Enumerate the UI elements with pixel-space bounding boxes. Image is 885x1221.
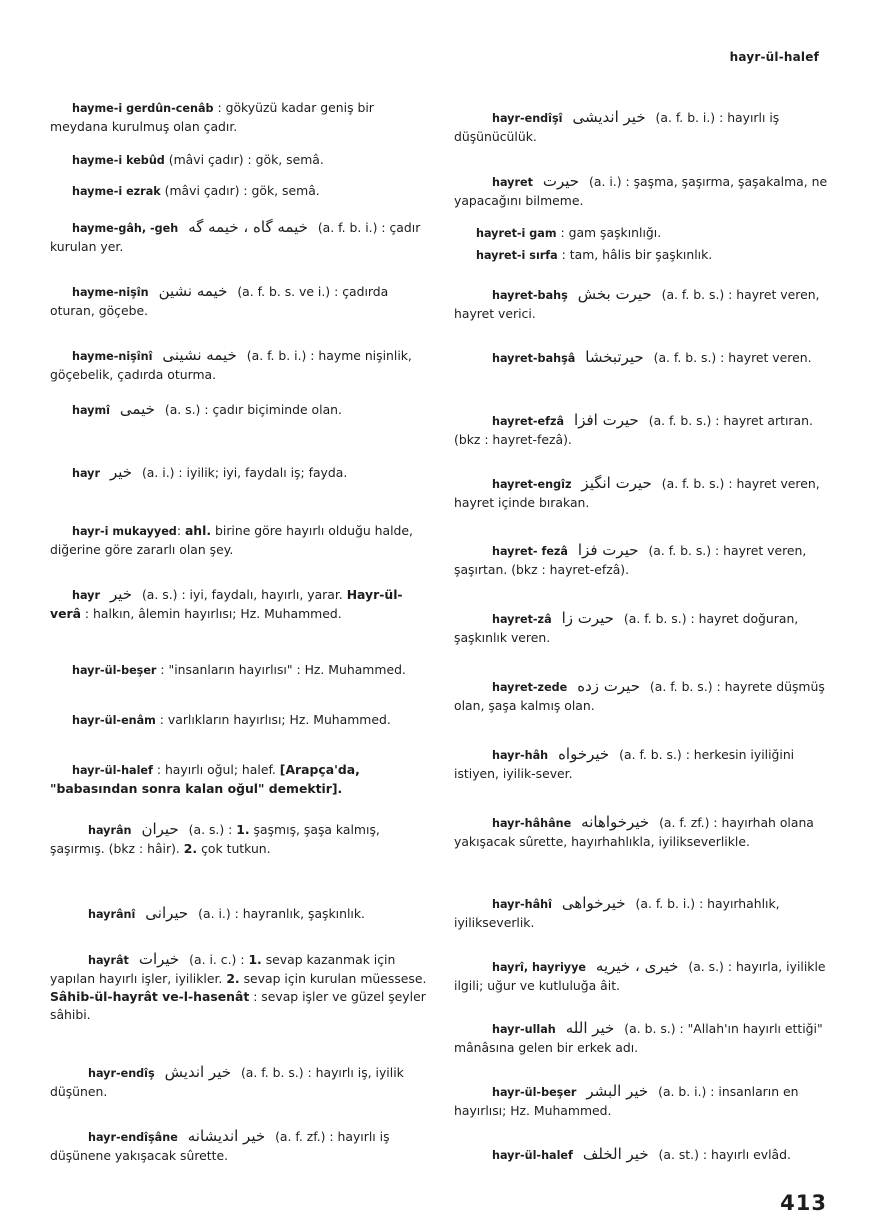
- dictionary-entry: [50, 282, 432, 320]
- dictionary-entry: [454, 474, 832, 512]
- dictionary-entry: [50, 522, 432, 559]
- definition: (a. i.) : iyilik; iyi, faydalı iş; fayda.: [141, 465, 348, 480]
- arabic-script: حیرت فزا: [577, 541, 639, 559]
- arabic-script: خیرات: [138, 950, 180, 968]
- sense-number: 1.: [248, 952, 262, 967]
- definition: şaşmış, şaşa kalmış, şaşırmış. (bkz : hâir).: [50, 822, 380, 856]
- definition: (a. f. b. i.) : hayırhahlık, iyilikseverlik.: [454, 896, 780, 930]
- dictionary-entry: [50, 904, 432, 924]
- definition: (a. f. b. s. ve i.) : çadırda oturan, göçebe.: [50, 284, 389, 318]
- arabic-script: خیرخواهانه: [581, 813, 650, 831]
- headword: hayr-ullah: [492, 1023, 556, 1036]
- definition: : tam, hâlis bir şaşkınlık.: [561, 247, 713, 262]
- definition: (a. i. c.) :: [189, 952, 249, 967]
- headword: hayme-i kebûd: [72, 154, 165, 167]
- definition: (mâvi çadır) : gök, semâ.: [164, 183, 320, 198]
- headword: hayret-bahş: [492, 289, 568, 302]
- definition: (a. f. b. s.) : hayret veren, hayret verici.: [454, 287, 820, 321]
- definition: (a. i.) : hayranlık, şaşkınlık.: [198, 906, 365, 921]
- definition: (a. b. i.) : insanların en hayırlısı; Hz. Muhammed.: [454, 1084, 799, 1118]
- dictionary-entry: [454, 1082, 832, 1120]
- dictionary-entry: [454, 285, 832, 323]
- headword: haymî: [72, 404, 110, 417]
- headword: hayrât: [88, 954, 129, 967]
- headword: hayme-i ezrak: [72, 185, 161, 198]
- definition: birine göre hayırlı olduğu halde, diğerine göre zararlı olan şey.: [50, 523, 413, 557]
- definition: sevap için kurulan müessese.: [239, 971, 427, 986]
- dictionary-entry: [454, 411, 832, 449]
- headword: hayr-ül-halef: [72, 764, 153, 777]
- arabic-script: حیرت افزا: [574, 411, 639, 429]
- definition: (a. s.) : çadır biçiminde olan.: [164, 402, 342, 417]
- dictionary-entry: [454, 1019, 832, 1057]
- headword: hayr-ül-halef: [492, 1149, 573, 1162]
- arabic-script: خیرخواه: [558, 745, 610, 763]
- sub-headword: Sâhib-ül-hayrât ve-l-hasenât: [50, 989, 250, 1004]
- arabic-script: خیر البشر: [586, 1082, 649, 1100]
- headword: hayret-engîz: [492, 478, 572, 491]
- headword: hayr-endîşî: [492, 112, 563, 125]
- arabic-script: خیر: [109, 463, 133, 481]
- definition: (a. f. b. s.) : hayret veren, şaşırtan. (bkz : hayret-efzâ).: [454, 543, 807, 577]
- arabic-script: خیرخواهی: [561, 894, 626, 912]
- definition: (a. s.) : hayırla, iyilikle ilgili; uğur ve kutluluğa âit.: [454, 959, 826, 993]
- dictionary-entry: [50, 950, 432, 1024]
- dictionary-entry: [454, 1145, 832, 1165]
- headword: hayrânî: [88, 908, 136, 921]
- dictionary-entry: [50, 346, 432, 384]
- dictionary-entry: [50, 585, 432, 623]
- dictionary-entry: [50, 99, 432, 136]
- definition: : gökyüzü kadar geniş bir meydana kurulmuş olan çadır.: [50, 100, 374, 134]
- arabic-script: خیر: [109, 585, 133, 603]
- arabic-script: خیر اندیش: [164, 1063, 231, 1081]
- definition: (mâvi çadır) : gök, semâ.: [168, 152, 324, 167]
- definition: (a. f. b. s.) : hayret artıran. (bkz : hayret-fezâ).: [454, 413, 813, 447]
- definition: (a. f. b. s.) : hayret doğuran, şaşkınlık veren.: [454, 611, 799, 645]
- abbreviation: ahl.: [184, 523, 212, 538]
- definition: (a. f. b. i.) : hayırlı iş düşünücülük.: [454, 110, 780, 144]
- arabic-script: خیر الخلف: [582, 1145, 649, 1163]
- headword: hayr-hâhâne: [492, 817, 572, 830]
- headword: hayret-i gam: [476, 227, 557, 240]
- dictionary-entry: [50, 400, 432, 420]
- running-head: hayr-ül-halef: [729, 50, 819, 64]
- sense-number: 1.: [236, 822, 250, 837]
- headword: hayret-efzâ: [492, 415, 565, 428]
- headword: hayr-i mukayyed: [72, 525, 177, 538]
- headword: hayr-ül-beşer: [492, 1086, 577, 1099]
- definition: (a. st.) : hayırlı evlâd.: [658, 1147, 791, 1162]
- headword: hayme-gâh, -geh: [72, 222, 179, 235]
- headword: hayr: [72, 467, 100, 480]
- definition: (a. f. zf.) : hayırlı iş düşünene yakışacak sûrette.: [50, 1129, 390, 1163]
- dictionary-entry: [454, 541, 832, 579]
- definition: (a. f. b. s.) : hayret veren.: [653, 350, 812, 365]
- headword: hayrî, hayriyye: [492, 961, 586, 974]
- definition: (a. f. b. s.) : hayırlı iş, iyilik düşünen.: [50, 1065, 404, 1099]
- arabic-script: حیرتبخشا: [585, 348, 644, 366]
- dictionary-entry: [454, 348, 832, 368]
- etymology-note: [Arapça'da, "babasından sonra kalan oğul" demektir].: [50, 762, 360, 796]
- definition: : varlıkların hayırlısı; Hz. Muhammed.: [159, 712, 391, 727]
- dictionary-entry: [454, 957, 832, 995]
- headword: hayme-i gerdûn-cenâb: [72, 102, 214, 115]
- sense-number: 2.: [183, 841, 198, 856]
- definition: (a. s.) : iyi, faydalı, hayırlı, yarar.: [141, 587, 347, 602]
- arabic-script: حیرت زده: [577, 677, 640, 695]
- dictionary-entry: [454, 172, 832, 210]
- sub-headword: Hayr-ül-verâ: [50, 587, 403, 621]
- definition: (a. f. b. s.) : hayret veren, hayret içinde bırakan.: [454, 476, 820, 510]
- dictionary-entry: [454, 677, 832, 715]
- arabic-script: خیمه گاه ، خیمه گه: [188, 218, 308, 236]
- headword: hayr-ül-beşer: [72, 664, 157, 677]
- definition: (a. f. zf.) : hayırhah olana yakışacak sûrette, hayırhahlıkla, iyilikseverlikle.: [454, 815, 814, 849]
- dictionary-entry: [50, 218, 432, 256]
- dictionary-entry: [454, 224, 832, 243]
- arabic-script: حیرت زا: [561, 609, 614, 627]
- definition: (a. f. b. s.) : hayrete düşmüş olan, şaşa kalmış olan.: [454, 679, 825, 713]
- headword: hayret-i sırfa: [476, 249, 558, 262]
- definition: : "insanların hayırlısı" : Hz. Muhammed.: [160, 662, 406, 677]
- definition: : halkın, âlemin hayırlısı; Hz. Muhammed.: [80, 606, 342, 621]
- dictionary-entry: [50, 661, 432, 680]
- headword: hayret: [492, 176, 533, 189]
- arabic-script: حیرت بخش: [577, 285, 652, 303]
- headword: hayr: [72, 589, 100, 602]
- headword: hayme-nişîn: [72, 286, 149, 299]
- headword: hayret-zâ: [492, 613, 552, 626]
- dictionary-entry: [454, 894, 832, 932]
- headword: hayr-ül-enâm: [72, 714, 156, 727]
- definition: çok tutkun.: [197, 841, 271, 856]
- definition: : gam şaşkınlığı.: [560, 225, 662, 240]
- arabic-script: خیری ، خیریه: [595, 957, 679, 975]
- dictionary-entry: [50, 761, 432, 798]
- definition: (a. f. b. i.) : hayme nişinlik, göçebelik, çadırda oturma.: [50, 348, 412, 382]
- dictionary-entry: [454, 108, 832, 146]
- dictionary-entry: [50, 151, 432, 170]
- dictionary-entry: [50, 1127, 432, 1165]
- definition: : hayırlı oğul; halef.: [156, 762, 280, 777]
- definition: (a. b. s.) : "Allah'ın hayırlı ettiği" mânâsına gelen bir erkek adı.: [454, 1021, 823, 1055]
- definition: (a. i.) : şaşma, şaşırma, şaşakalma, ne yapacağını bilmeme.: [454, 174, 828, 208]
- arabic-script: حیرت: [542, 172, 580, 190]
- headword: hayret-zede: [492, 681, 568, 694]
- page-number: 413: [780, 1191, 827, 1215]
- dictionary-entry: [50, 182, 432, 201]
- headword: hayr-endîş: [88, 1067, 155, 1080]
- arabic-script: خیر الله: [565, 1019, 615, 1037]
- dictionary-entry: [454, 745, 832, 783]
- headword: hayrân: [88, 824, 132, 837]
- dictionary-entry: [454, 246, 832, 265]
- arabic-script: خیر اندیشانه: [187, 1127, 266, 1145]
- headword: hayr-endîşâne: [88, 1131, 178, 1144]
- definition: (a. s.) :: [188, 822, 237, 837]
- arabic-script: حیرانی: [145, 904, 189, 922]
- dictionary-entry: [50, 820, 432, 858]
- arabic-script: خیمه نشین: [158, 282, 228, 300]
- dictionary-entry: [50, 711, 432, 730]
- dictionary-entry: [50, 463, 432, 483]
- definition: sevap kazanmak için yapılan hayırlı işler, iyilikler.: [50, 952, 396, 986]
- sense-number: 2.: [226, 971, 240, 986]
- headword: hayret- fezâ: [492, 545, 568, 558]
- arabic-script: حیران: [141, 820, 179, 838]
- headword: hayme-nişînî: [72, 350, 153, 363]
- dictionary-entry: [454, 609, 832, 647]
- definition: :: [176, 523, 185, 538]
- arabic-script: حیرت انگیز: [581, 474, 652, 492]
- definition: (a. f. b. s.) : herkesin iyiliğini istiyen, iyilik-sever.: [454, 747, 795, 781]
- dictionary-entry: [454, 813, 832, 851]
- arabic-script: خیر اندیشی: [572, 108, 646, 126]
- definition: (a. f. b. i.) : çadır kurulan yer.: [50, 220, 421, 254]
- headword: hayret-bahşâ: [492, 352, 576, 365]
- arabic-script: خیمی: [119, 400, 155, 418]
- headword: hayr-hâhî: [492, 898, 552, 911]
- dictionary-entry: [50, 1063, 432, 1101]
- headword: hayr-hâh: [492, 749, 549, 762]
- arabic-script: خیمه نشینی: [162, 346, 237, 364]
- definition: : sevap işler ve güzel şeyler sâhibi.: [50, 989, 426, 1022]
